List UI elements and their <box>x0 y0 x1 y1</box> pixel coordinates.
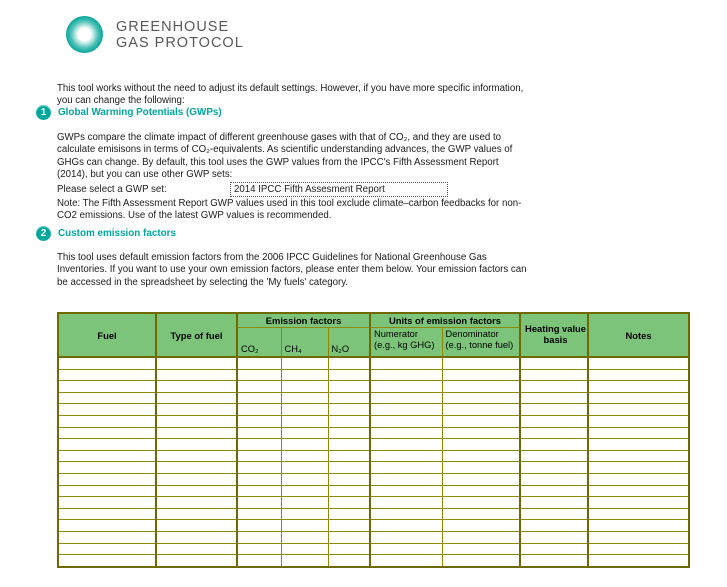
table-cell[interactable] <box>370 520 442 532</box>
table-cell[interactable] <box>237 520 281 532</box>
table-cell[interactable] <box>58 369 156 381</box>
table-cell[interactable] <box>58 508 156 520</box>
table-cell[interactable] <box>156 392 237 404</box>
table-row <box>58 392 689 404</box>
table-cell[interactable] <box>281 381 328 393</box>
col-header-numerator: Numerator (e.g., kg GHG) <box>370 328 442 358</box>
table-cell[interactable] <box>370 462 442 474</box>
table-cell[interactable] <box>58 392 156 404</box>
table-cell[interactable] <box>520 392 588 404</box>
table-row <box>58 508 689 520</box>
table-cell[interactable] <box>58 404 156 416</box>
table-cell[interactable] <box>442 392 520 404</box>
table-cell[interactable] <box>588 485 689 497</box>
table-cell[interactable] <box>588 462 689 474</box>
table-cell[interactable] <box>58 555 156 567</box>
table-row <box>58 497 689 509</box>
table-cell[interactable] <box>520 531 588 543</box>
table-cell[interactable] <box>520 450 588 462</box>
table-cell[interactable] <box>281 427 328 439</box>
table-cell[interactable] <box>328 404 370 416</box>
col-header-notes: Notes <box>588 313 689 357</box>
table-cell[interactable] <box>156 485 237 497</box>
table-cell[interactable] <box>156 462 237 474</box>
custom-ef-paragraph: This tool uses default emission factors from the 2006 IPCC Guidelines for National Greenhouse Gas Inventories. If you want to use your own emission factors, please enter them below. Your emission factors can be accessed in the spreadsheet by selecting the 'My fuels' category. <box>57 252 527 288</box>
table-cell[interactable] <box>58 427 156 439</box>
table-cell[interactable] <box>328 508 370 520</box>
section-1-title: Global Warming Potentials (GWPs) <box>58 107 222 118</box>
table-cell[interactable] <box>588 369 689 381</box>
table-cell[interactable] <box>156 427 237 439</box>
table-cell[interactable] <box>370 439 442 451</box>
table-cell[interactable] <box>156 381 237 393</box>
table-cell[interactable] <box>156 497 237 509</box>
table-cell[interactable] <box>520 508 588 520</box>
table-row <box>58 450 689 462</box>
table-cell[interactable] <box>156 450 237 462</box>
table-cell[interactable] <box>237 415 281 427</box>
table-cell[interactable] <box>520 427 588 439</box>
table-cell[interactable] <box>156 508 237 520</box>
table-cell[interactable] <box>281 415 328 427</box>
table-cell[interactable] <box>442 485 520 497</box>
table-cell[interactable] <box>328 415 370 427</box>
table-cell[interactable] <box>442 439 520 451</box>
table-row <box>58 555 689 567</box>
section-2-number-badge: 2 <box>36 226 51 241</box>
table-cell[interactable] <box>58 520 156 532</box>
table-cell[interactable] <box>442 497 520 509</box>
gwp-select-field[interactable]: 2014 IPCC Fifth Assesment Report <box>230 182 448 197</box>
table-cell[interactable] <box>237 450 281 462</box>
table-cell[interactable] <box>281 497 328 509</box>
table-cell[interactable] <box>58 543 156 555</box>
table-cell[interactable] <box>237 531 281 543</box>
table-cell[interactable] <box>520 404 588 416</box>
table-row <box>58 369 689 381</box>
table-cell[interactable] <box>442 415 520 427</box>
table-cell[interactable] <box>237 439 281 451</box>
table-row <box>58 415 689 427</box>
table-cell[interactable] <box>442 427 520 439</box>
ghg-protocol-logo <box>66 16 244 53</box>
table-cell[interactable] <box>328 543 370 555</box>
table-cell[interactable] <box>370 473 442 485</box>
table-cell[interactable] <box>237 427 281 439</box>
table-cell[interactable] <box>281 392 328 404</box>
table-cell[interactable] <box>237 462 281 474</box>
gwp-select-label: Please select a GWP set: <box>57 184 167 195</box>
table-cell[interactable] <box>370 497 442 509</box>
col-header-heating-value-basis: Heating value basis <box>520 313 588 357</box>
table-cell[interactable] <box>281 531 328 543</box>
table-cell[interactable] <box>156 439 237 451</box>
ghg-protocol-logo-text <box>116 19 244 51</box>
table-cell[interactable] <box>370 381 442 393</box>
table-cell[interactable] <box>370 357 442 369</box>
table-cell[interactable] <box>588 520 689 532</box>
col-header-ch4: CH₄ <box>281 328 328 358</box>
table-cell[interactable] <box>520 485 588 497</box>
table-cell[interactable] <box>442 520 520 532</box>
section-2-header <box>36 226 176 241</box>
table-cell[interactable] <box>442 369 520 381</box>
table-cell[interactable] <box>237 508 281 520</box>
table-cell[interactable] <box>328 450 370 462</box>
table-cell[interactable] <box>328 392 370 404</box>
table-cell[interactable] <box>58 439 156 451</box>
col-header-n2o: N₂O <box>328 328 370 358</box>
custom-emission-factors-table <box>57 312 690 568</box>
table-cell[interactable] <box>156 369 237 381</box>
table-cell[interactable] <box>370 485 442 497</box>
col-header-fuel: Fuel <box>58 313 156 357</box>
table-row <box>58 427 689 439</box>
table-cell[interactable] <box>281 450 328 462</box>
col-header-co2: CO₂ <box>237 328 281 358</box>
table-row <box>58 485 689 497</box>
ghg-protocol-logo-icon <box>66 16 103 53</box>
table-cell[interactable] <box>442 381 520 393</box>
table-cell[interactable] <box>237 555 281 567</box>
table-cell[interactable] <box>281 357 328 369</box>
table-cell[interactable] <box>281 520 328 532</box>
table-cell[interactable] <box>156 357 237 369</box>
table-body <box>58 357 689 567</box>
table-row <box>58 473 689 485</box>
table-cell[interactable] <box>520 497 588 509</box>
table-cell[interactable] <box>328 462 370 474</box>
table-cell[interactable] <box>156 473 237 485</box>
table-cell[interactable] <box>442 357 520 369</box>
gwp-select-row <box>57 184 537 195</box>
table-cell[interactable] <box>588 439 689 451</box>
table-cell[interactable] <box>442 543 520 555</box>
table-cell[interactable] <box>442 473 520 485</box>
table-cell[interactable] <box>442 531 520 543</box>
table-cell[interactable] <box>588 357 689 369</box>
table-cell[interactable] <box>588 555 689 567</box>
table-cell[interactable] <box>328 555 370 567</box>
section-2-title: Custom emission factors <box>58 228 176 239</box>
table-cell[interactable] <box>281 508 328 520</box>
table-cell[interactable] <box>588 497 689 509</box>
table-cell[interactable] <box>237 543 281 555</box>
table-cell[interactable] <box>281 462 328 474</box>
table-cell[interactable] <box>156 555 237 567</box>
table-cell[interactable] <box>370 450 442 462</box>
table-cell[interactable] <box>370 543 442 555</box>
logo-line1: GREENHOUSE <box>116 18 230 35</box>
table-cell[interactable] <box>588 531 689 543</box>
table-cell[interactable] <box>520 439 588 451</box>
table-cell[interactable] <box>370 531 442 543</box>
table-cell[interactable] <box>588 381 689 393</box>
table-cell[interactable] <box>370 415 442 427</box>
table-cell[interactable] <box>281 369 328 381</box>
table-cell[interactable] <box>281 543 328 555</box>
table-cell[interactable] <box>58 357 156 369</box>
table-cell[interactable] <box>237 485 281 497</box>
table-cell[interactable] <box>520 381 588 393</box>
table-cell[interactable] <box>281 439 328 451</box>
table-row <box>58 381 689 393</box>
table-cell[interactable] <box>156 531 237 543</box>
table-cell[interactable] <box>281 404 328 416</box>
table-cell[interactable] <box>588 427 689 439</box>
table-cell[interactable] <box>442 462 520 474</box>
table-cell[interactable] <box>520 357 588 369</box>
table-cell[interactable] <box>58 485 156 497</box>
table-cell[interactable] <box>520 520 588 532</box>
table-row <box>58 439 689 451</box>
table-cell[interactable] <box>237 369 281 381</box>
table-cell[interactable] <box>281 473 328 485</box>
table-cell[interactable] <box>58 531 156 543</box>
table-cell[interactable] <box>156 415 237 427</box>
table-cell[interactable] <box>58 473 156 485</box>
table-cell[interactable] <box>328 439 370 451</box>
table-cell[interactable] <box>328 531 370 543</box>
table-cell[interactable] <box>328 473 370 485</box>
table-cell[interactable] <box>588 543 689 555</box>
table-cell[interactable] <box>588 450 689 462</box>
table-cell[interactable] <box>237 357 281 369</box>
table-cell[interactable] <box>588 404 689 416</box>
table-cell[interactable] <box>588 392 689 404</box>
table-cell[interactable] <box>588 415 689 427</box>
table-cell[interactable] <box>442 508 520 520</box>
col-header-type-of-fuel: Type of fuel <box>156 313 237 357</box>
table-cell[interactable] <box>370 369 442 381</box>
table-cell[interactable] <box>520 543 588 555</box>
table-cell[interactable] <box>328 427 370 439</box>
table-cell[interactable] <box>588 473 689 485</box>
table-cell[interactable] <box>370 427 442 439</box>
table-row <box>58 462 689 474</box>
table-cell[interactable] <box>442 450 520 462</box>
table-cell[interactable] <box>370 555 442 567</box>
section-1-header <box>36 105 222 120</box>
group-header-emission-factors: Emission factors <box>237 313 370 328</box>
table-cell[interactable] <box>370 508 442 520</box>
intro-text: This tool works without the need to adjust its default settings. However, if you have more specific information, you can change the following: <box>57 83 524 107</box>
table-cell[interactable] <box>58 415 156 427</box>
table-cell[interactable] <box>520 369 588 381</box>
table-cell[interactable] <box>442 404 520 416</box>
table-cell[interactable] <box>237 473 281 485</box>
table-cell[interactable] <box>328 357 370 369</box>
table-cell[interactable] <box>370 392 442 404</box>
table-cell[interactable] <box>237 404 281 416</box>
table-cell[interactable] <box>156 520 237 532</box>
table-cell[interactable] <box>58 450 156 462</box>
table-cell[interactable] <box>156 543 237 555</box>
table-cell[interactable] <box>520 473 588 485</box>
table-cell[interactable] <box>58 381 156 393</box>
table-cell[interactable] <box>520 555 588 567</box>
table-row <box>58 357 689 369</box>
col-header-denominator: Denominator (e.g., tonne fuel) <box>442 328 520 358</box>
table-cell[interactable] <box>328 520 370 532</box>
table-cell[interactable] <box>328 381 370 393</box>
group-header-units: Units of emission factors <box>370 313 520 328</box>
table-row <box>58 520 689 532</box>
table-cell[interactable] <box>328 369 370 381</box>
table-row <box>58 531 689 543</box>
logo-line2: GAS PROTOCOL <box>116 34 244 51</box>
table-cell[interactable] <box>237 392 281 404</box>
table-cell[interactable] <box>520 415 588 427</box>
table-cell[interactable] <box>281 555 328 567</box>
table-cell[interactable] <box>442 555 520 567</box>
table-cell[interactable] <box>237 497 281 509</box>
table-cell[interactable] <box>328 485 370 497</box>
table-cell[interactable] <box>520 462 588 474</box>
table-cell[interactable] <box>237 381 281 393</box>
table-cell[interactable] <box>281 485 328 497</box>
section-1-number-badge: 1 <box>36 105 51 120</box>
table-cell[interactable] <box>156 404 237 416</box>
table-row <box>58 543 689 555</box>
table-row <box>58 404 689 416</box>
table-cell[interactable] <box>370 404 442 416</box>
gwp-paragraph: GWPs compare the climate impact of different greenhouse gases with that of CO₂, and they are used to calculate emisisons in terms of CO₂-equivalents. As scientific understanding advances, the GWP values of GHGs can change. By default, this tool uses the GWP values from the IPCC's Fifth Assessment Report (2014), but you can use other GWP sets: <box>57 132 513 180</box>
gwp-note: Note: The Fifth Assessment Report GWP values used in this tool exclude climate–carbon feedbacks for non-CO2 emissions. Use of the latest GWP values is recommended. <box>57 198 522 222</box>
table-cell[interactable] <box>58 462 156 474</box>
table-cell[interactable] <box>328 497 370 509</box>
table-cell[interactable] <box>58 497 156 509</box>
table-cell[interactable] <box>588 508 689 520</box>
